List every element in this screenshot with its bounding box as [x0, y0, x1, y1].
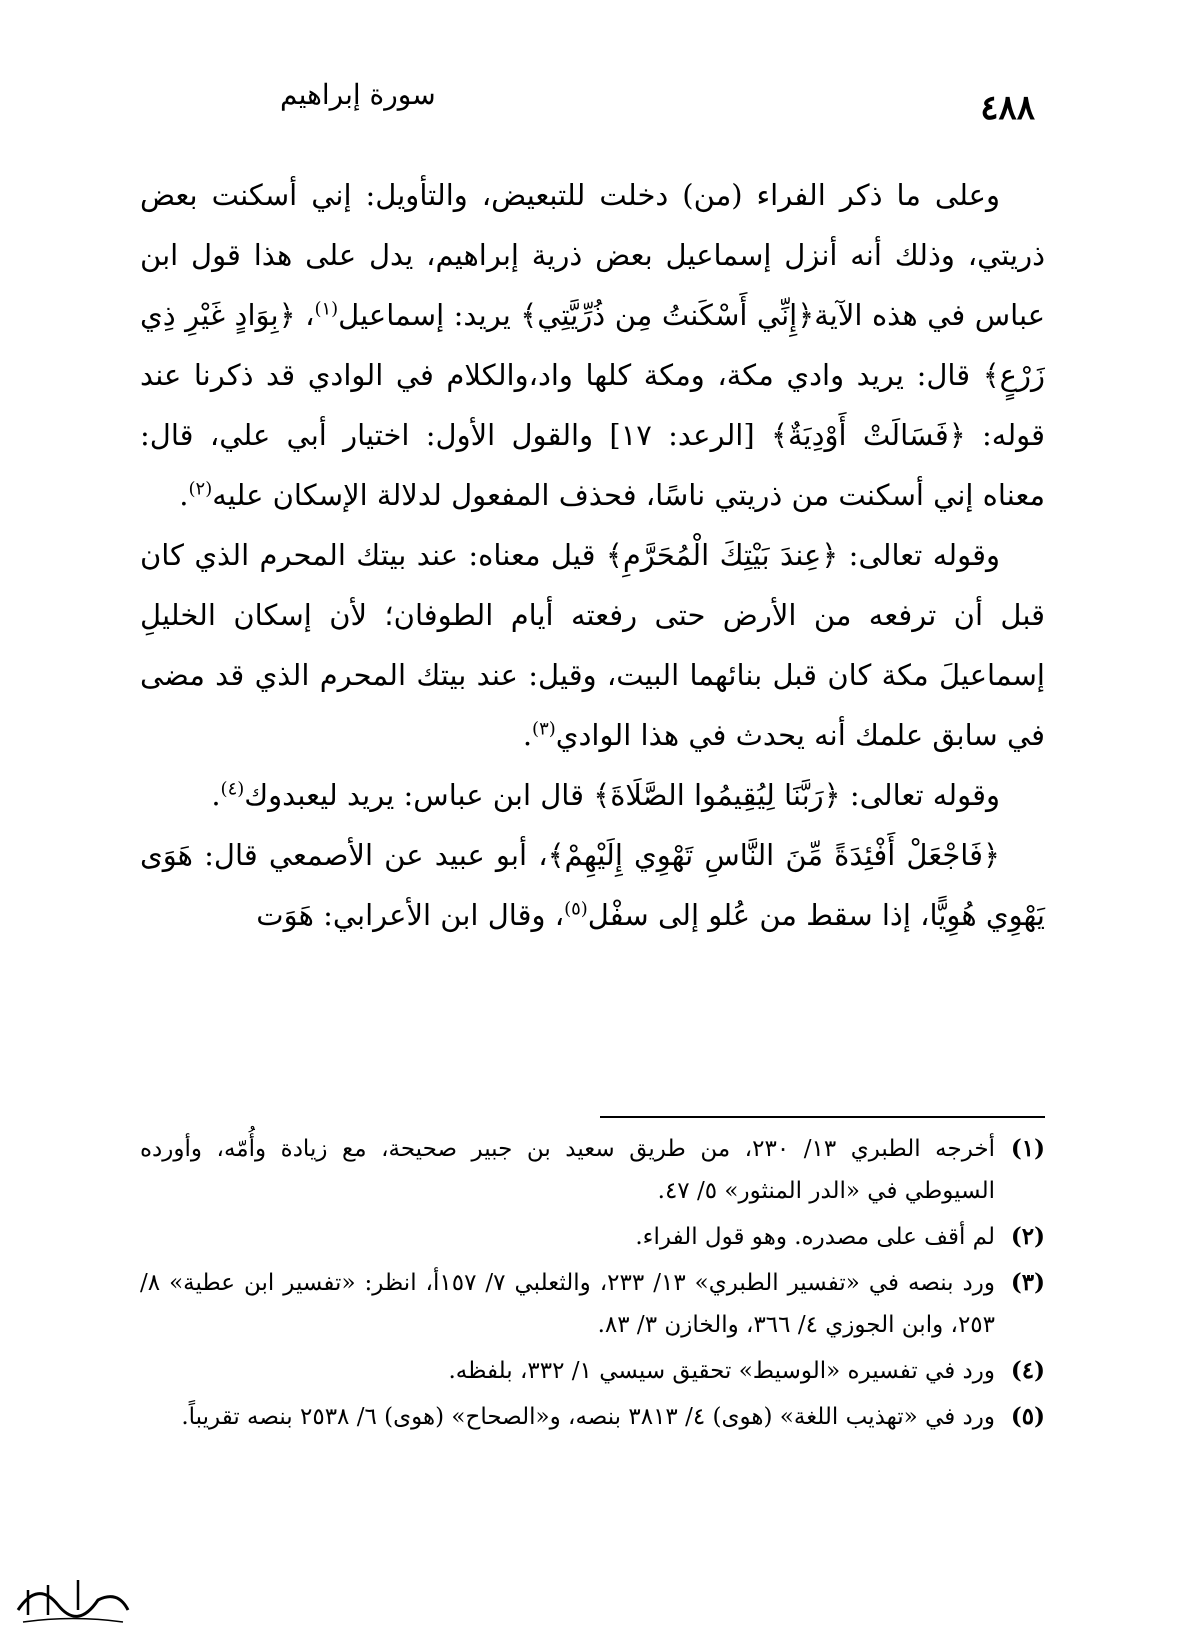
- footnote-ref-4: (٤): [220, 778, 245, 800]
- paragraph-2-text: وقوله تعالى: ﴿عِندَ بَيْتِكَ الْمُحَرَّمِ﴾ قيل معناه: عند بيتك المحرم الذي كان قبل أن ترفعه من الأرض حتى رفعته أيام الطوفان؛ لأن إسكان الخليلِ إسماعيلَ مكة كان قبل بنائهما البيت، وقيل: عند بيتك المحرم الذي قد مضى في سابق علمك أنه يحدث في هذا الوادي: [140, 538, 1045, 752]
- footnote-number: (٣): [1010, 1269, 1045, 1296]
- surah-title: سورة إبراهيم: [280, 78, 436, 111]
- page-number: ٤٨٨: [980, 88, 1035, 128]
- page-header: [280, 78, 1035, 128]
- main-text: [140, 165, 1045, 945]
- logo-stroke: [18, 1594, 128, 1617]
- footnote: [140, 1262, 1045, 1346]
- footnote-text: ورد في تفسيره «الوسيط» تحقيق سيسي ١/ ٣٣٢، بلفظه.: [448, 1358, 995, 1384]
- footnote: [140, 1350, 1045, 1392]
- paragraph-1: وعلى ما ذكر الفراء (من) دخلت للتبعيض، والتأويل: إني أسكنت بعض ذريتي، وذلك أنه أنزل إسماعيل بعض ذرية إبراهيم، يدل على هذا قول ابن عباس في هذه الآية﴿إِنِّي أَسْكَنتُ مِن ذُرِّيَّتِي﴾ يريد: إسماعيل$^{(١)}$، ﴿بِوَادٍ غَيْرِ ذِي زَرْعٍ﴾ قال: يريد وادي مكة، ومكة كلها واد،والكلام في الوادي قد ذكرنا عند قوله: ﴿فَسَالَتْ أَوْدِيَةٌ﴾ [الرعد: ١٧] والقول الأول: اختيار أبي علي، قال: معناه إني أسكنت من ذريتي ناسًا، فحذف المفعول لدلالة الإسكان عليه$^{(٢)}$.: [140, 178, 1046, 512]
- publisher-logo: [8, 1560, 138, 1630]
- paragraph-4: [140, 825, 1045, 945]
- logo-stroke: [28, 1580, 78, 1615]
- paragraph-4b-text: ، وقال ابن الأعرابي: هَوَت: [256, 898, 565, 932]
- logo-stroke: [23, 1619, 123, 1623]
- paragraph-2: وقوله تعالى: ﴿عِندَ بَيْتِكَ الْمُحَرَّمِ﴾ قيل معناه: عند بيتك المحرم الذي كان قبل أن ترفعه من الأرض حتى رفعته أيام الطوفان؛ لأن إسكان الخليلِ إسماعيلَ مكة كان قبل بنائهما البيت، وقيل: عند بيتك المحرم الذي قد مضى في سابق علمك أنه يحدث في هذا الوادي$^{(٣)}$.: [140, 538, 1045, 752]
- paragraph-1-text: وعلى ما ذكر الفراء (من) دخلت للتبعيض، والتأويل: إني أسكنت بعض ذريتي، وذلك أنه أنزل إسماعيل بعض ذرية إبراهيم، يدل على هذا قول ابن عباس في هذه الآية﴿إِنِّي أَسْكَنتُ مِن ذُرِّيَّتِي﴾ يريد: إسماعيل: [140, 178, 1046, 332]
- paragraph-4-text: ﴿فَاجْعَلْ أَفْئِدَةً مِّنَ النَّاسِ تَهْوِي إِلَيْهِمْ﴾، أبو عبيد عن الأصمعي قال: هَوَى يَهْوِي هُوِيًّا، إذا سقط من عُلو إلى سفْل: [140, 838, 1045, 932]
- footnote-number: (٤): [1010, 1357, 1045, 1384]
- footnote-divider: [600, 1116, 1045, 1118]
- footnote-number: (٥): [1010, 1403, 1045, 1430]
- footnote-ref-2: (٢): [188, 478, 213, 500]
- footnote-text: لم أقف على مصدره. وهو قول الفراء.: [635, 1224, 995, 1250]
- paragraph-3-text: وقوله تعالى: ﴿رَبَّنَا لِيُقِيمُوا الصَّلَاةَ﴾ قال ابن عباس: يريد ليعبدوك: [244, 778, 1000, 812]
- footnote: [140, 1396, 1045, 1438]
- footnote-ref-3: (٣): [532, 718, 556, 740]
- paragraph-3: وقوله تعالى: ﴿رَبَّنَا لِيُقِيمُوا الصَّلَاةَ﴾ قال ابن عباس: يريد ليعبدوك$^{(٤)}$.: [211, 778, 1000, 812]
- footnote-number: (١): [1010, 1135, 1045, 1162]
- footnote: [140, 1128, 1045, 1212]
- paragraph-1b-text: ، ﴿بِوَادٍ غَيْرِ ذِي زَرْعٍ﴾ قال: يريد وادي مكة، ومكة كلها واد،والكلام في الوادي قد ذكرنا عند قوله: ﴿فَسَالَتْ أَوْدِيَةٌ﴾ [الرعد: ١٧] والقول الأول: اختيار أبي علي، قال: معناه إني أسكنت من ذريتي ناسًا، فحذف المفعول لدلالة الإسكان عليه: [140, 298, 1045, 512]
- footnote-text: أخرجه الطبري ١٣/ ٢٣٠، من طريق سعيد بن جبير صحيحة، مع زيادة وأُمّه، وأورده السيوطي في «الدر المنثور» ٥/ ٤٧.: [140, 1136, 995, 1204]
- footnotes: [140, 1128, 1045, 1442]
- footnote-number: (٢): [1010, 1223, 1045, 1250]
- footnote-ref-1: (١): [314, 298, 339, 320]
- footnote-text: ورد في «تهذيب اللغة» (هوى) ٤/ ٣٨١٣ بنصه، و«الصحاح» (هوى) ٦/ ٢٥٣٨ بنصه تقريباً.: [181, 1404, 995, 1430]
- footnote-ref-5: (٥): [564, 898, 588, 920]
- footnote: [140, 1216, 1045, 1258]
- footnote-text: ورد بنصه في «تفسير الطبري» ١٣/ ٢٣٣، والثعلبي ٧/ ١٥٧أ، انظر: «تفسير ابن عطية» ٨/ ٢٥٣، وابن الجوزي ٤/ ٣٦٦، والخازن ٣/ ٨٣.: [140, 1270, 996, 1338]
